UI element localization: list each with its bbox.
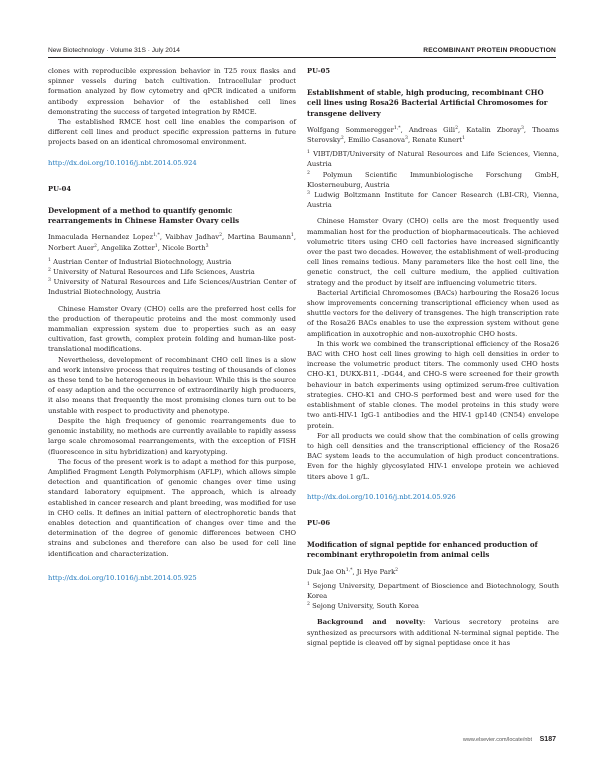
body-paragraph: Despite the high frequency of genomic rearrangements due to genomic instability, no methods are currently available to rapidly assess large scale chromosomal rearrangements, with the exception of FISH (fluorescence in situ hybridization) and karyotyping. [48,416,296,456]
abstract-title-pu04: Development of a method to quantify genomic rearrangements in Chinese Hamster Ovary cells [48,206,240,226]
author-list-pu06: Duk Jae $Oh^{1,*}$, Ji Hye Park$^2$ [307,567,399,576]
body-paragraph: Bacterial Artificial Chromosomes (BACs) harbouring the Rosa26 locus show improvements concerning transcriptional efficiency when used as shuttle vectors for the delivery of transgenes. The high transcription rate of the Rosa26 BACs enables to use the expression system without gene amplification in auxotrophic and non-auxotrophic CHO hosts. [307,288,559,338]
right-column [307,66,559,648]
page-footer [48,734,556,750]
affiliations-pu06 [307,581,559,612]
author: Wolfgang Sommeregger [307,125,394,134]
author: Vaibhav Jadhav [165,233,220,242]
affiliation: $^1$ Sejong University, Department of Bioscience and Biotechnology, South Korea [307,581,559,600]
abstract-code-pu06: PU-06 [307,518,331,527]
affiliations-pu05 [307,149,559,210]
page-number: S187 [539,736,556,743]
author: Inmaculada Hernandez Lopez [48,233,154,242]
section-title: RECOMBINANT PROTEIN PRODUCTION [423,47,556,54]
affiliation: $^3$ Ludwig Boltzmann Institute for Cancer Research (LBI-CR), Vienna, Austria [307,191,559,210]
body-paragraph: Nevertheless, development of recombinant CHO cell lines is a slow and work intensive process that requires testing of thousands of clones as these tend to be heterogeneous in behaviour. While this is the source of easy adaption and the occurrence of extraordinarily high producers, it also means that frequently the most promising clones turn out to be unstable with respect to productivity and phenotype. [48,355,296,415]
body-paragraph: Chinese Hamster Ovary (CHO) cells are the most frequently used mammalian host for the production of biopharmaceuticals. The achieved volumetric titers using CHO cell factories have increased significantly over the past two decades. However, the establishment of well-producing cell lines remains tedious. Many parameters like the host cell line, the genetic construct, the cell culture medium, the applied cultivation strategy and the product by itself are influencing volumetric titers. [307,217,559,287]
body-paragraph: For all products we could show that the combination of cells growing to high cell densities and the transcriptional efficiency of the Rosa26 BAC system leads to the accumulation of high product concentrations. Even for the highly glycosylated HIV-1 envelope protein we achieved titers above 1 g/L. [307,431,559,481]
continuation-paragraph: The established RMCE host cell line enables the comparison of different cell lines and product specific expression patterns in future projects based on an identical chromosomal environment. [48,118,296,147]
body-paragraph [307,617,559,648]
continuation-paragraph: clones with reproducible expression behavior in T25 roux flasks and spinner vessels during batch cultivation. Intracellular product formation analyzed by flow cytometry and qPCR indicated a uniform antibody expression behavior of the established cell lines demonstrating the success of targeted integration by RMCE. [48,67,296,116]
author: Martina Baumann [227,233,291,242]
footer-url[interactable]: www.elsevier.com/locate/nbt [462,737,532,743]
abstract-code-pu05: PU-05 [307,67,331,75]
author: Renate Kunert [412,136,463,145]
body-paragraph: Chinese Hamster Ovary (CHO) cells are the preferred host cells for the production of therapeutic proteins and the most commonly used mammalian expression system due to properties such as an easy cultivation, fast growth, complex protein folding and human-like post-translational modifications. [48,304,296,354]
abstract-title-pu06: Modification of signal peptide for enhanced production of recombinant erythropoietin from animal cells [307,540,538,560]
affiliation: $^2$ University of Natural Resources and Life Sciences, Austria [48,268,255,277]
left-column [48,66,296,583]
affiliation: $^2$ Polymun Scientific Immunbiologische Forschung GmbH, Klosterneuburg, Austria [307,170,559,189]
affiliation: $^3$ University of Natural Resources and Life Sciences/Austrian Center of Industrial Biotechnology, Austria [48,278,296,297]
author: Andreas Gili [408,125,456,134]
doi-link-925[interactable]: http://dx.doi.org/10.1016/j.nbt.2014.05.925 [48,573,197,582]
affiliation: $^2$ Sejong University, South Korea [307,602,419,611]
author: Nicole Borth [162,243,206,252]
abstract-code-pu04: PU-04 [48,184,72,193]
author: Ji Hye Park [356,567,396,576]
author: Angelika Zotter [101,243,155,252]
lead-text: : Various secretory proteins are synthesized as precursors with additional N-terminal signal peptide. The signal peptide is cleaved off by signal peptidase once it has [307,618,559,647]
doi-link-926[interactable]: http://dx.doi.org/10.1016/j.nbt.2014.05.926 [307,492,456,501]
affiliation: $^1$ VIBT/DBT/University of Natural Resources and Life Sciences, Vienna, Austria [307,150,559,169]
author-list-pu04: Inmaculada Hernandez Lopez$^{1,*}$, Vaibhav Jadhav$^2$, Martina Baumann$^1$, Norbert Auer$^2$, Angelika Zotter$^1$, Nicole Borth$^3$ [48,233,297,252]
journal-citation: New Biotechnology · Volume 31S · July 2014 [48,47,180,54]
body-paragraph: The focus of the present work is to adapt a method for this purpose, Amplified Fragment Length Polymorphism (AFLP), which allows simple detection and quantification of genomic changes over time using standard laboratory equipment. The approach, which is already established in cancer research and plant breeding, was modified for use in CHO cells. It defines an initial pattern of electrophoretic bands that enables detection and quantification of changes over time and the determination of the degree of genomic differences between CHO strains and subclones and therefore can also be used for cell line identification and characterization. [48,457,296,558]
affiliations-pu04 [48,257,296,298]
author: Emilio Casanova [348,136,405,145]
header-rule [48,57,556,58]
author-list-pu05: Wolfgang Sommeregger$^{1,*}$, Andreas Gili$^2$, Katalin Zboray$^3$, Thoams Sterovsky$^2$, Emilio Casanova$^3$, Renate Kunert$^1$ [307,125,559,145]
author: Thoams Sterovsky [307,125,559,145]
lead-label: Background and novelty [317,618,423,627]
author: Katalin Zboray [466,125,521,134]
body-paragraph: In this work we combined the transcriptional efficiency of the Rosa26 BAC with CHO host cell lines growing to high cell densities in order to increase the volumetric product titers. The commonly used CHO hosts CHO-K1, DUKX-B11, -DG44, and CHO-S were screened for their growth behaviour in batch experiments using optimized serum-free cultivation strategies. CHO-K1 and CHO-S performed best and were used for the establishment of stable clones. The model proteins in this study were two anti-HIV-1 IgG-1 antibodies and the HIV-1 gp140 (CN54) envelope protein. [307,339,559,430]
abstract-title-pu05: Establishment of stable, high producing, recombinant CHO cell lines using Rosa26 Bacterial Artificial Chromosomes for transgene delivery [307,88,548,118]
running-header [48,44,556,58]
affiliation: $^1$ Austrian Center of Industrial Biotechnology, Austria [48,257,232,266]
author: Norbert Auer [48,243,95,252]
doi-link-924[interactable]: http://dx.doi.org/10.1016/j.nbt.2014.05.924 [48,158,197,167]
author: Duk Jae Oh [307,567,346,576]
